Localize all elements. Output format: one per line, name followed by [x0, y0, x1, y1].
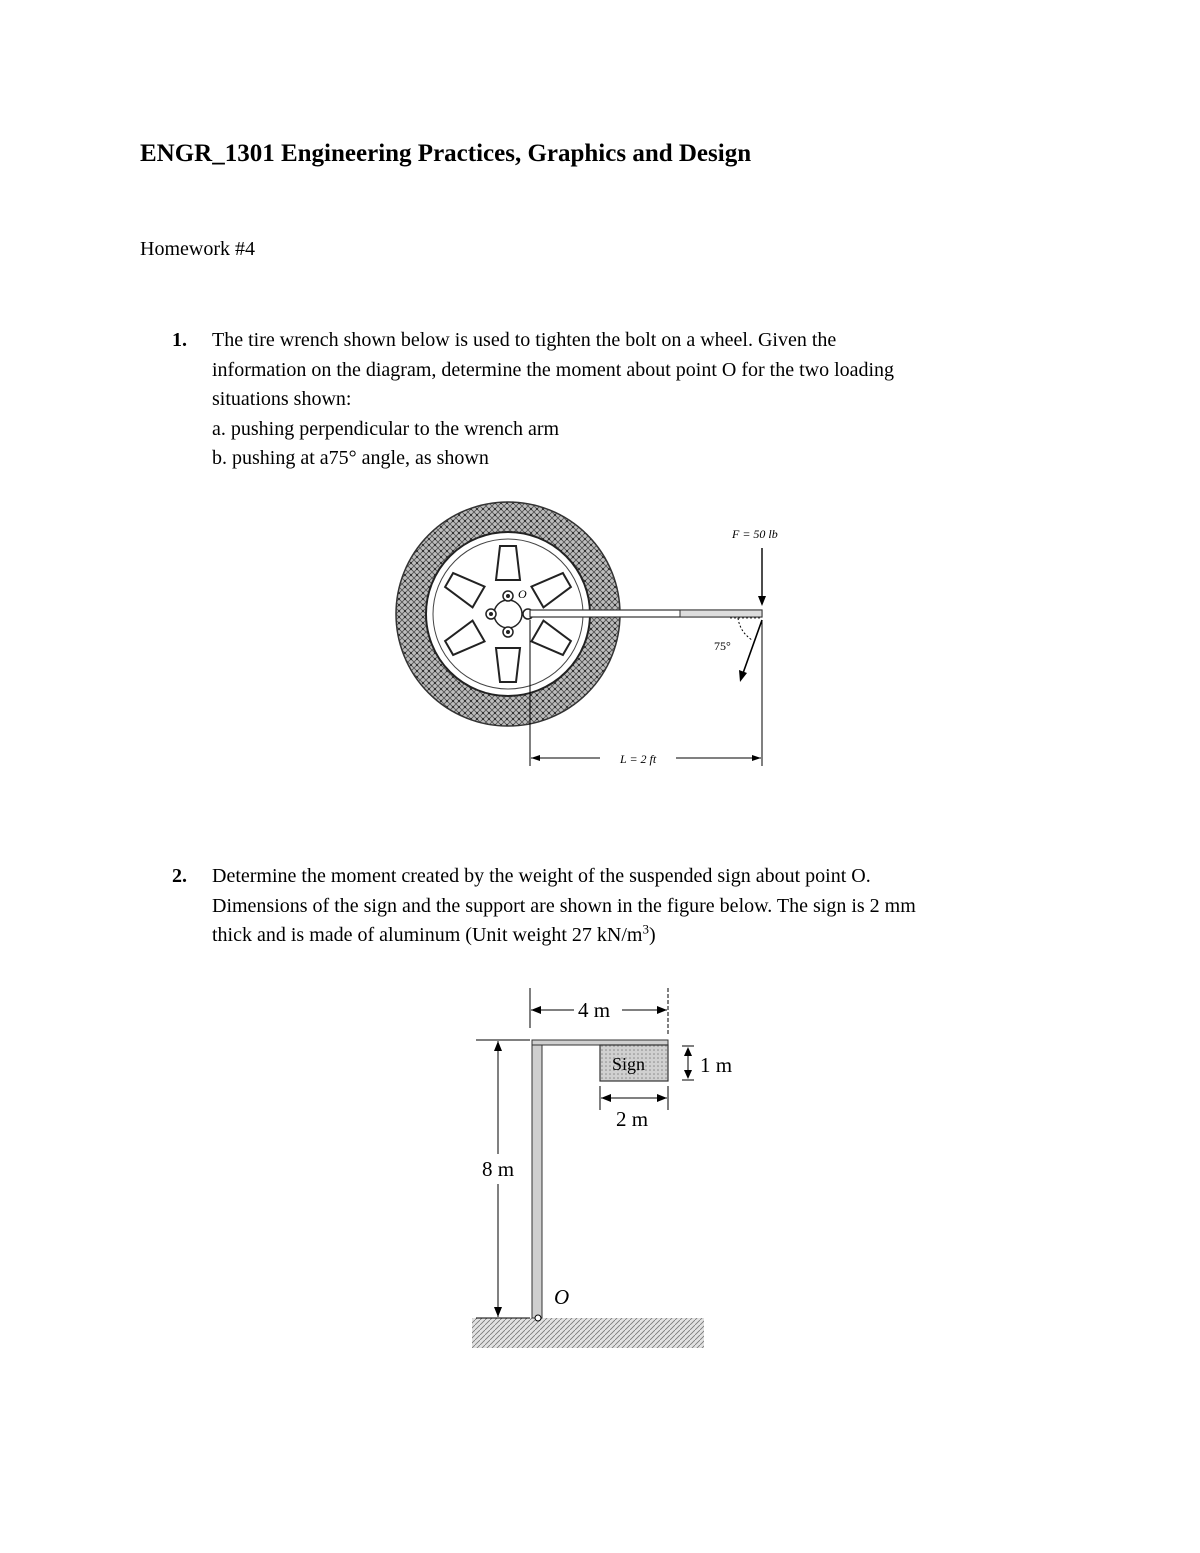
top-dimension-label: 4 m — [578, 998, 611, 1022]
tire-wrench-figure — [390, 500, 810, 780]
homework-number: Homework #4 — [140, 238, 255, 260]
hub — [494, 600, 522, 628]
problem-1-number: 1. — [172, 329, 187, 351]
angle-label: 75° — [714, 639, 731, 653]
suspended-sign-figure — [460, 980, 733, 1360]
point-o-label: O — [518, 587, 527, 601]
support-arm — [532, 1040, 668, 1045]
problem-1-part-b: b. pushing at a75° angle, as shown — [212, 447, 489, 470]
sign-width-label: 2 m — [616, 1107, 649, 1131]
pole-height-label: 8 m — [482, 1157, 515, 1181]
point-o-label: O — [554, 1285, 570, 1309]
length-label: L = 2 ft — [620, 752, 657, 766]
sign-label: Sign — [612, 1054, 646, 1074]
ground — [472, 1318, 704, 1348]
problem-1-part-a: a. pushing perpendicular to the wrench arm — [212, 417, 560, 440]
problem-1-line: The tire wrench shown below is used to tighten the bolt on a wheel. Given the — [212, 329, 837, 351]
problem-1-line: situations shown: — [212, 388, 352, 411]
problem-2-line: Determine the moment created by the weight of the suspended sign about point O. — [212, 865, 871, 887]
problem-2-line: thick and is made of aluminum (Unit weight 27 $kN/m^3$) — [212, 921, 656, 947]
problem-2 — [172, 862, 1072, 951]
sign-height-label: 1 m — [700, 1053, 733, 1077]
problem-2-number: 2. — [172, 865, 187, 887]
problem-2-line: Dimensions of the sign and the support are shown in the figure below. The sign is 2 mm — [212, 894, 916, 917]
document-title: ENGR_1301 Engineering Practices, Graphics and Design — [140, 140, 752, 167]
problem-1 — [172, 326, 1072, 474]
force-label: F = 50 lb — [732, 527, 778, 541]
support-pole — [532, 1040, 542, 1318]
problem-1-line: information on the diagram, determine the moment about point O for the two loading — [212, 358, 895, 381]
force-arrow-angled — [742, 620, 762, 676]
